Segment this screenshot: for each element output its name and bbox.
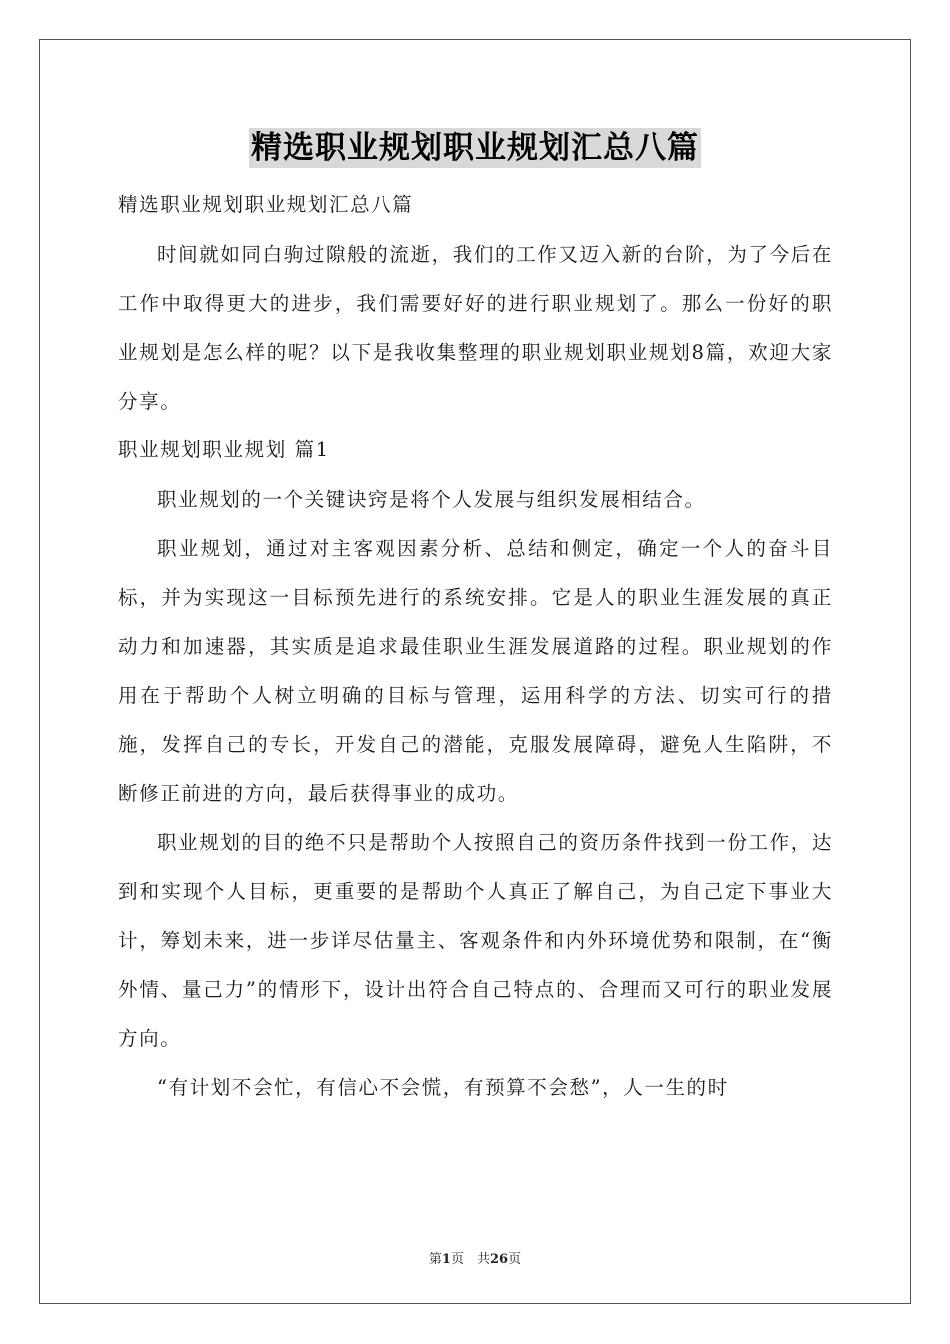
footer-current-page: 1 <box>441 1252 451 1267</box>
intro-paragraph: 时间就如同白驹过隙般的流逝，我们的工作又迈入新的台阶，为了今后在工作中取得更大的进步，我们需要好好的进行职业规划了。那么一份好的职业规划是怎么样的呢？以下是我收集整理的职业规划职业规划8篇，欢迎大家分享。 <box>118 243 833 413</box>
document-body <box>118 181 833 1112</box>
body-paragraph: 职业规划，通过对主客观因素分析、总结和侧定，确定一个人的奋斗目标，并为实现这一目标预先进行的系统安排。它是人的职业生涯发展的真正动力和加速器，其实质是追求最佳职业生涯发展道路的过程。职业规划的作用在于帮助个人树立明确的目标与管理，运用科学的方法、切实可行的措施，发挥自己的专长，开发自己的潜能，克服发展障碍，避免人生陷阱，不断修正前进的方向，最后获得事业的成功。 <box>118 537 833 805</box>
footer-mid: 页 共 <box>450 1252 490 1267</box>
section-heading: 职业规划职业规划 篇1 <box>118 438 330 461</box>
footer-prefix: 第 <box>428 1252 442 1267</box>
body-paragraph: 职业规划的一个关键诀窍是将个人发展与组织发展相结合。 <box>157 488 706 511</box>
page-footer <box>0 1248 950 1267</box>
body-paragraph: “有计划不会忙，有信心不会慌，有预算不会愁”，人一生的时 <box>157 1076 729 1099</box>
title-area <box>0 128 950 168</box>
footer-suffix: 页 <box>508 1252 522 1267</box>
subtitle-line: 精选职业规划职业规划汇总八篇 <box>118 193 414 216</box>
body-paragraph: 职业规划的目的绝不只是帮助个人按照自己的资历条件找到一份工作，达到和实现个人目标，更重要的是帮助个人真正了解自己，为自己定下事业大计，筹划未来，进一步详尽估量主、客观条件和内外环境优势和限制，在“衡外情、量己力”的情形下，设计出符合自己特点的、合理而又可行的职业发展方向。 <box>118 831 833 1050</box>
footer-total-pages: 26 <box>489 1252 509 1267</box>
document-title: 精选职业规划职业规划汇总八篇 <box>251 130 699 166</box>
